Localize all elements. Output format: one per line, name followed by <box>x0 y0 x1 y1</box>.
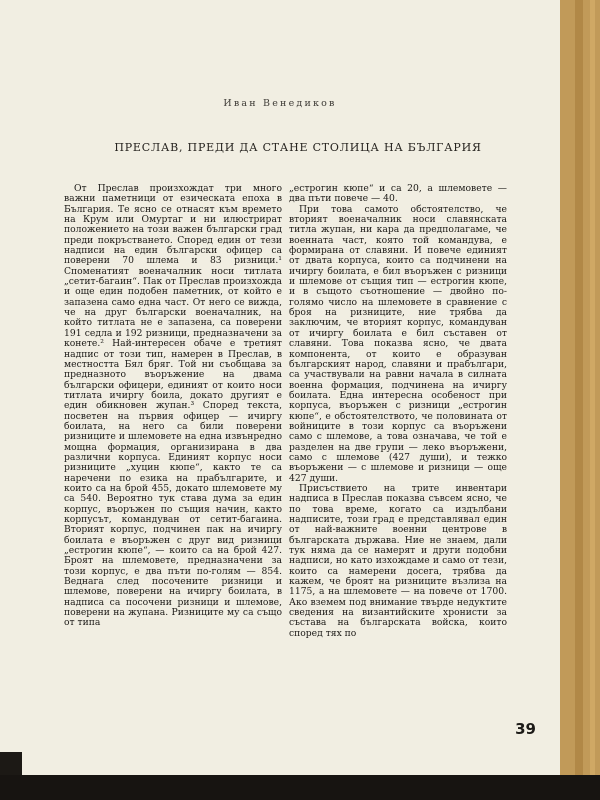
binding-edge <box>590 0 595 800</box>
paragraph: При това самото обстоятелство, че вторият военачалник носи славянската титла жупан, ни кара да предполагаме, че военната част, която той командува, е формирана от славяни. И повече единият от двата корпуса, които са подчинени на ичиргу боилата, е бил въоръжен с ризници и шлемове от същия тип — естрогин кюпе, и в същото съотношение — двойно по-голямо число на шлемовете в сравнение с броя на ризниците, ние трябва да заключим, че вторият корпус, командуван от ичиргу боилата е бил съставен от славяни. Това показва ясно, че двата компонента, от които е образуван българският народ, славяни и прабългари, са участвували на равни начала в силната военна формация, подчинена на ичиргу боилата. Една интересна особеност при корпуса, въоръжен с ризници „естрогин кюпе“, е обстоятелството, че половината от войниците в този корпус са въоръжени само с шлемове, а това означава, че той е разделен на две групи — леко въоръжени, само с шлемове (427 души), и тежко въоръжени — с шлемове и ризници — още 427 души. <box>289 203 507 484</box>
page-number: 39 <box>515 720 536 738</box>
chapter-title: ПРЕСЛАВ, ПРЕДИ ДА СТАНЕ СТОЛИЦА НА БЪЛГАРИЯ <box>114 141 482 154</box>
running-header-author: Иван Венедиков <box>223 98 337 109</box>
paragraph: От Преслав произхождат три много важни паметници от езическата епоха в България. Те ясно се отнасят към времето на Крум или Омуртаг и ни илюстрират положението на този важен български град преди покръстването. Според един от тези надписи на един български офицер са поверени 70 шлема и 83 ризници.¹ Споменатият военачалник носи титлата „сетит-багаин“. Пак от Преслав произхожда и още един подобен паметник, от който е запазена само една част. От него се вижда, че на друг български военачалник, на който титлата не е запазена, са поверени 191 седла и 192 ризници, предназначени за конете.² Най-интересен обаче е третият надпис от този тип, намерен в Преслав, в местността Бял бряг. Той ни съобщава за предназното въоръжение на двама български офицери, единият от които носи титлата ичиргу боила, докато другият е един обикновен жупан.³ Според текста, посветен на първия офицер — ичиргу боилата, на него са били поверени ризниците и шлемовете на една извънредно мощна формация, организирана в два различни корпуса. Единият корпус носи ризниците „хуцин кюпе“, както те са наречени по езика на прабългарите, и които са на брой 455, докато шлемовете му са 540. Вероятно тук става дума за един корпус, въоръжен по същия начин, както корпусът, командуван от сетит-багаина. Вторият корпус, подчинен пак на ичиргу боилата е въоръжен с друг вид ризници „естрогин кюпе“, — които са на брой 427. Броят на шлемовете, предназначени за този корпус, е два пъти по-голям — 854. Веднага след посочените ризници и шлемове, поверени на ичиргу боилата, в надписа са посочени ризници и шлемове, поверени на жупана. Ризниците му са също от типа <box>64 183 282 629</box>
paragraph: „естрогин кюпе“ и са 20, а шлемовете — два пъти повече — 40. <box>289 183 507 205</box>
binding-shadow <box>575 0 583 800</box>
text-column-right <box>289 184 507 639</box>
page-bottom-shadow <box>0 775 600 800</box>
paragraph: Присъствието на трите инвентари надписа в Преслав показва съвсем ясно, че по това време, когато са издълбани надписите, този град е представлявал един от най-важните военни центрове в българската държава. Ние не знаем, дали тук няма да се намерят и други подобни надписи, но като изхождаме и само от тези, които са намерени досега, трябва да кажем, че броят на ризниците възлиза на 1175, а на шлемовете — на повече от 1700. Ако вземем под внимание твърде недуктите сведения на византийските хронисти за състава на българската войска, които според тях по <box>289 482 507 639</box>
text-column-left <box>64 184 282 629</box>
